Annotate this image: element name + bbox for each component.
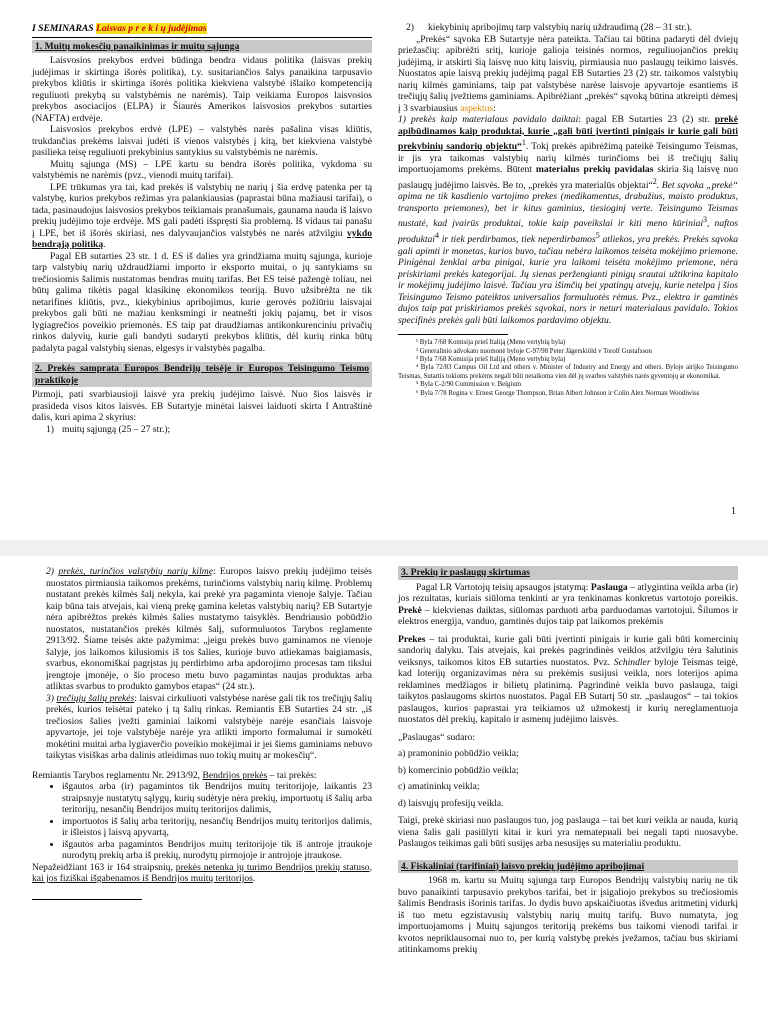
list-item: • išgautos arba pagamintos Bendrijos muitų teritorijoje tik iš antroje įtraukoje nurodytų prekių arba iš prekių, nurodytų pirmojoje ir antrojoje įtraukose. (62, 839, 372, 862)
paragraph-fiscal-restrictions: 1968 m. kartu su Muitų sąjunga tarp Europos Bendrijų valstybių narių ne tik buvo panaikinti tarpusavio prekybos tarifai, bet ir įsigaliojo prekybos su trečiosiomis šalimis Bendrasis išorinis tarifas. Jo dydis buvo apskaičiuotas išvedus aritmetinį vidurkį iš tuo metu egzistavusių valstybių narių muitų tarifų. Buvo numatyta, jog importuojamoms į Muitų sąjungos teritoriją prekėms bus taikomi vienodi tarifai ir kvotos nepriklausomai nuo to, per kurią valstybę prekės įvežamos, tačiau bus skiriami atitinkamoms prekių (398, 875, 738, 955)
goods-products-rest: byloje Teismas teigė, kad loterijų organizavimas nėra su prekėmis susijusi veikla, nors loterijos apima reklamines medžiagos ir bilietų platinimą. Pagrindinė veikla buvo paslauga, taigi taikytos paslaugoms skirtos nuostatos. Pagal EB Sutartį 50 str. „paslaugos“ – tai tokios paslaugos, kurios paprastai yra teikiamos už užmokestį ir kurių nereglamentuoja nuostatos dėl prekių, kapitalo ir asmenų judėjimo laisvės. (398, 656, 738, 725)
list-item: • importuotos iš šalių arba teritorijų, nesančių Bendrijos muitų teritorijos dalimis, ir išleistos į laisvą apyvartą, (62, 816, 372, 839)
footnote: ⁵ Byla C-2/90 Commission v. Belgium (416, 381, 522, 389)
section-3-header: 3. Prekių ir paslaugų skirtumas (398, 566, 738, 580)
material-goods-rest-2: skiria šią laisvę nuo paslaugų judėjimo laisvės. Be to, „prekės yra materialūs objektai“ (398, 164, 739, 191)
status-loss-text: Nepažeidžiant 163 ir 164 straipsnių, (32, 861, 176, 873)
list-item: d) laisvųjų profesijų veikla. (398, 797, 504, 809)
page-gap (0, 540, 768, 556)
list-item-number: 1) (398, 114, 411, 125)
regulation-rest: – tai prekės: (267, 769, 317, 781)
paragraph-lpe-drawback: LPE trūkumas yra tai, kad prekės iš valstybių ne narių į šia erdvę patenka per tą valstybę, kurios prekybos režimas yra palankiausias (paprastai būna mažiausi tarifai), o tada, pasinaudojus laisvosios prekybos teikiamais pranašumais, gaunama nauda iš laisvo prekių judėjimo toje erdvėje. MS gali padėti išspręsti šia problemą. Iš vidaus tai panašu į LPE, bet iš išorės skiriasi, nes dalyvaujančios valstybės ne narės atžvilgiu vykdo bendrąją politiką. (32, 181, 372, 250)
paragraph-services-consist: „Paslaugas“ sudaro: (398, 731, 475, 743)
section-2-header: 2. Prekės samprata Europos Bendrijų teisėje ir Europos Teisingumo Teismo praktikoje (32, 362, 372, 387)
material-goods-rest: Tokį prekės apibrėžimą pateikė Teisingumo Teismas, ir jis yra taikomas valstybių narių kilmės turinčioms bei iš trečiųjų šalių importuojamoms prekėms. Būtent (398, 141, 739, 176)
seminar-title-text: I SEMINARAS (32, 23, 96, 34)
list-item: c) amatininkų veikla; (398, 781, 480, 792)
footnote: ³ Byla 7/68 Komisija prieš Italiją (Meno vertybių byla) (416, 356, 566, 364)
paragraph-freedom-of-goods: Pirmoji, pati svarbiausioji laisvė yra prekių judėjimo laisvė. Nuo šios laisvės ir prasideda visos kitos laisvės. EB Sutartyje minėtai laisvei laiduoti skirta I Antraštinė dalis, kuri apima 2 skyrius: (32, 389, 372, 423)
page-2 (0, 556, 768, 1024)
paragraph-ms-definition: Muitų sąjunga (MS) – LPE kartu su bendra išorės politika, vykdoma su valstybėmis ne narėmis (pvz., vienodi muitų tarifai). (32, 158, 372, 181)
list-item-customs-union (32, 424, 372, 436)
community-goods-term: Bendrijos prekės (202, 769, 268, 781)
section-4-header: 4. Fiskaliniai (tarifiniai) laisvo prekių judėjimo apribojimai (398, 860, 738, 874)
material-goods-text: : pagal EB Sutarties 23 (2) str. (578, 114, 715, 125)
list-item-number: 2) (46, 566, 59, 577)
page-number: 1 (731, 506, 736, 517)
footnote: ⁶ Byla 7/78 Regina v. Ernest George Thompson, Brian Albert Johnson ir Colin Alex Norman Woodiwiss (416, 389, 700, 397)
regulation-text: Remiantis Tarybos reglamentu Nr. 2913/92, (32, 769, 203, 781)
material-goods-rest-4: , naftos produktai (398, 218, 738, 246)
paragraph-goods-concept: „Prekės“ sąvoka EB Sutartyje nėra pateikta. Tačiau tai būtina padaryti dėl dviejų priežasčių: apibrėžti sritį, kurioje galioja teisinės normos, reguliuojančios prekių judėjimą, ir atskirti šią laisvę nuo kitų laisvių, pirmiausia nuo paslaugų teikimo laisvės. Nuostatos apie laisvą prekių judėjimą pagal EB Sutarties 23 (2) str. taikomos valstybių narių kilmės gaminiams, taip pat valstybėse narėse laisvoje apyvartoje esantiems iš trečiųjų šalių įvežtiems gaminiams. Apibrėžiant „prekės“ sąvoką būtina atkreipti dėmesį į 3 svarbiausius aspektus: (398, 33, 738, 114)
seminar-title (32, 22, 372, 38)
paragraph-service-definition (398, 582, 738, 628)
list-item-quantitative-restrictions (406, 22, 738, 34)
aspects-highlight: aspektus (460, 102, 494, 114)
paragraph-ec-treaty-23: Pagal EB sutarties 23 str. 1 d. ES iš dalies yra grindžiama muitų sąjunga, kurioje tarp valstybių narių uždraudžiami importo ir eksporto muitai, o jų santykiams su trečiosiomis šalimis nustatomas bendras muitų tarifas. Bet ES teisė pažengė toliau, nei būtų galima tikėtis pagal klasikinę ekonomikos teoriją. Buvo užsibrėžta ne tik netarifines kliūtis, pvz., kiekybinius apribojimus, kurie gerovės požiūriu laisvajai prekybos gali būti ne mažiau kenksmingi ir neatneští jokių pajamų, bet ir visos lygiagrečios poveikio priemonės. ES taip pat draudžiamas antikonkurenciniu privačių rinkos dalyvių, kurie gali bandyti sudaryti prekybos kliūtis, dėl kurių rinka būtų padalyta pagal valstybių sienas, elgesys ir valstybės pagalba. (32, 250, 372, 354)
paragraph-lpe-drawback-text: LPE trūkumas yra tai, kad prekės iš valstybių ne narių į šia erdvę patenka per tą valstybę, kurios prekybos režimas yra palankiausias (paprastai būna mažiausi tarifai), o tada, pasinaudojus laisvosios prekybos teikiamais pranašumais, gaunama nauda iš laisvo prekių judėjimo toje erdvėje. MS gali padėti išspręsti šia problemą. Iš vidaus tai panašu į LPE, bet iš išorės skiriasi, nes dalyvaujančios valstybės ne narės atžvilgiu (32, 181, 372, 239)
paragraph-third-country (32, 693, 372, 762)
member-origin-label: prekės, turinčios valstybių narių kilmę (58, 566, 213, 577)
paragraph-regulation (32, 770, 372, 782)
goods-definition-emphasis: prekė apibūdinamos kaip produktai, kurie „gali būti įvertinti pinigais ir kurie gali būti prekybinių sandorių objektu“ (398, 114, 739, 153)
paragraph-material-goods: 1) prekės kaip materialaus pavidalo daiktai: pagal EB Sutarties 23 (2) str. prekė apibūdinamos kaip produktai, kurie „gali būti įvertinti pinigais ir kurie gali būti prekybinių sandorių objektu“$^1$. Tokį prekės apibrėžimą pateikė Teisingumo Teismas, ir jis yra taikomas valstybių narių kilmės turinčioms bei iš trečiųjų šalių importuojamoms prekėms. Būtent materialus prekių pavidalas skiria šią laisvę nuo paslaugų judėjimo laisvės. Be to, „prekės yra materialūs objektai“$^2$. Bet sąvoka „prekė“ apima ne tik kasdienio vartojimo prekes (medikamentus, drabužius, maisto produktus, transporto priemones), bet ir kitus gaminius, tiesioginį verte. Teisingumo Teismas nustatė, kad įvairūs produktai, tokie kaip paveikslai ir kiti meno kūriniai$^3$, naftos produktai$^4$ ir tiek perdirbamos, tiek neperdirbamos$^5$ atliekos, yra prekės. Prekės sąvoka gali apimti ir monetas, kurios buvo, tačiau nebėra laikomos teisėta mokėjimo priemone. Pinigėnai ženklai arba pinigai, kurie yra laikomi teisėta mokėjimo priemone, nėra priskiriami prekės kategorijai. Jų sienas peržengianti pinigų srautai užtikrina kapitalo ir mokėjimų judėjimo laisvė. Tačiau yra išimčių bei ypatingų atvejų, kurie netelpa į šios Teisingumo Teismo pateiktos universalios formuluotės rėmus. Pvz., elektra ir gamtinės dujos taip pat priskiriamos prekės sąvokai, nors ir neturi materialaus pavidalo. Tokios specifinės prekės gali būti laikomos pardavimo objektu. (398, 114, 739, 326)
paragraph-lpe-definition: Laisvosios prekybos erdvė (LPE) – valstybės narės pašalina visas kliūtis, trukdančias prekėms laisvai judėti iš vienos valstybės į kitą, bet kiekviena valstybė pasilieka teisę reguliuoti prekybinius santykius su valstybėmis ne narėmis. (32, 124, 372, 158)
footnote-separator (398, 334, 508, 335)
section-1-number: 1. (35, 40, 45, 52)
material-goods-label: prekės kaip materialaus pavidalo daiktai (411, 114, 579, 125)
page1-left-column (32, 22, 372, 435)
schindler-case: Schindler (613, 656, 651, 668)
paragraph-member-origin (32, 566, 372, 693)
paragraph-goods-concept-text: „Prekės“ sąvoka EB Sutartyje nėra pateikta. Tačiau tai būtina padaryti dėl dviejų priežasčių: apibrėžti sritį, kurioje galioja teisinės normos, reguliuojančios prekių judėjimą, ir atskirti šią laisvę nuo kitų laisvių, pirmiausia nuo paslaugų teikimo laisvės. Nuostatos apie laisvą prekių judėjimą pagal EB Sutarties 23 (2) str. taikomos valstybių narių kilmės gaminiams, taip pat valstybėse narėse laisvoje apyvartoje esantiems iš trečiųjų šalių įvežtiems gaminiams. Apibrėžiant „prekės“ sąvoką būtina atkreipti dėmesį į 3 svarbiausius (398, 33, 738, 114)
service-text-b: – atlygintina veikla arba (ir) jos rezultatas, kuriais siūloma tenkinti ar yra tenkinamas konkretus vartotojo poreikis. (398, 581, 738, 604)
section-1-header (32, 40, 372, 54)
footnote: ¹ Byla 7/68 Komisija prieš Italiją (Meno vertybių byla) (416, 339, 566, 347)
goods-term: Prekė (398, 604, 422, 616)
material-goods-rest-7: . Pinigėnai ženklai arba pinigai, kurie yra laikomi teisėta mokėjimo priemone, nėra priskiriami prekės kategorijai. Jų sienas peržengianti pinigų srautai užtikrina kapitalo ir mokėjimų judėjimo laisvė. Tačiau yra išimčių bei ypatingų atvejų, kurie netelpa į šios Teisingumo Teismo pateiktos universalios formuluotės rėmus. Pvz., elektra ir gamtinės dujos taip pat priskiriamos prekės sąvokai, nors ir neturi materialaus pavidalo. Tokios specifinės prekės gali būti laikomos pardavimo objektu. (398, 245, 738, 326)
material-goods-rest-3: . Bet sąvoka „prekė“ apima ne tik kasdienio vartojimo prekes (medikamentus, drabužius, maisto produktus, transporto priemones), bet ir kitus gaminius, tiesioginį verte. Teisingumo Teismas nustatė, kad įvairūs produktai, tokie kaip paveikslai ir kiti meno kūriniai (398, 179, 739, 230)
list-item-text: kiekybinių apribojimų tarp valstybių narių uždraudimą (28 – 31 str.). (428, 22, 693, 33)
page1-right-column (398, 22, 738, 398)
goods-products-text: – tai produktai, kurie gali būti įvertinti pinigais ir kurie gali būti komercinių sandorių dalyku. Tais atvejais, kai prekės pagrindinės veiklos atžvilgiu tėra šalutinis veiksnys, taikomos kitos EB sutarties nuostatos. Pvz. (398, 633, 738, 668)
paragraph-lpe-intro: Laisvosios prekybos erdvei būdinga bendra vidaus politika (laisvas prekių judėjimas ir skirtinga išorės politika), t.y. susitariančios šalys panaikina tarpusavio prekybos kliūtis ir skirtinga išorės politika kiekviena valstybė išlaiko kompetenciją reguliuoti prekybą su valstybėmis ne narėmis). Taip veikiama Europos laisvosios prekybos asociacijos (ELPA) ir Šiaurės Amerikos laisvosios prekybos sutarties (NAFTA) erdvėje. (32, 55, 372, 124)
list-item-number: 1) (46, 423, 54, 435)
seminar-title-highlight: Laisvas p r e k i ų judėjimas (96, 23, 207, 34)
list-item-number: 2) (406, 22, 414, 33)
footnote: ⁴ Byla 72/83 Campus Oil Ltd and others v. Minister of Industry and Energy and others. Byloje airijko Teisingumo Teismas, Sutartis tokioms prekėms negali būti netaikoma vien dėl jų svarbos valstybės narės gyventojų ar ekonomikai. (398, 364, 738, 380)
list-item: a) pramoninio pobūdžio veikla; (398, 748, 519, 759)
page2-left-column (32, 566, 372, 904)
common-policy-emphasis: vykdo bendrąją politiką (32, 227, 372, 250)
third-country-label: trečiųjų šalių prekės (56, 692, 135, 704)
third-country-text: : laisvai cirkuliuoti valstybėse narėse gali tik tos trečiųjų šalių prekės, kurios teisėtai pateko į tą šalių rinkas. Remiantis EB Sutarties 24 str. „iš trečiosios šalies įvežti gaminiai laikomi valstybėje narėje esančiais laisvoje apyvartoje, jei toje valstybėje narėje yra atlikti importo formalumai ir sumokėti mokėtini muitai arba lygiaverčio poveikio mokėjimai ir jei šiems gaminiams nebuvo taikytas visiškas arba dalinis atleidimas nuo tokių muitų ar mokesčių“. (46, 692, 372, 761)
material-goods-rest-6: atliekos, yra prekės. Prekės sąvoka gali apimti ir monetas, kurios buvo, tačiau nebėra laikomos teisėta mokėjimo priemone (398, 234, 738, 257)
footnote-separator (32, 899, 142, 900)
member-origin-text: : Europos laisvo prekių judėjimo teisės nuostatos pirmiausia taikomos prekėms, turinčioms valstybių narių kilmę. Problemų nustatant prekės kilmės šalį nekyla, kai prekė yra pagaminta vienoje šalyje. Tačiau kaip būna tais atvejais, kai vieną prekę gamina keletas valstybių narių? EB Sutartyje nėra apibrėžtos prekės kilmės šalies nustatymo taisyklės. Bendriausio pobūdžio nuostatos, nustatančios prekės kilmės šalį, suformuluotos Tarybos reglamente 2913/92. Šiame teisės akte pažymima: „jeigu prekės buvo gaminamos ne vienoje šalyje, jos laikomos kilusiomis iš tos šalies, kurioje buvo atliekamas baigiamasis, svarbus, ekonomiškai pagrįstas jų perdirbimo arba apdorojimo procesas tam tikslui įrengtoje įmonėje, o šio proceso metu buvo pagamintas naujas produktas arba atliktas svarbus to produkto gamybos etapas“ (24 str.). (46, 566, 372, 692)
paragraph-status-loss: Nepažeidžiant 163 ir 164 straipsnių, prekės netenka jų turimo Bendrijos prekių statuso, kai jos fiziškai išgabenamos iš Bendrijos muitų teritorijos. (32, 861, 372, 884)
list-item: • išgautos arba (ir) pagamintos tik Bendrijos muitų teritorijoje, laikantis 23 straipsnyje nustatytų sąlygų, kurių sudėtyje nėra prekių, importuotų iš šalių arba teritorijų, nesančių Bendrijos muitų teritorijos dalimis, (62, 781, 372, 816)
footnote: ² Generalinio advokato nuomonė byloje C-97/98 Peter Jägerskiöld v Torolf Gustafsson (416, 347, 652, 355)
page2-right-column (398, 566, 738, 956)
material-form-emphasis: materialus prekių pavidalas (535, 164, 654, 176)
goods-plural-term: Prekes (398, 633, 426, 645)
paragraph-goods-vs-services: Taigi, prekė skiriasi nuo paslaugos tuo, jog paslauga – tai bet kuri veikla ar nauda, kurią viena šalis gali pasiūlyti kitai ir kuri yra nematериali bei negali tapti nuosavybe. Paslaugos teikimas gali būti susijęs arba nesusijęs su materialiu produktu. (398, 815, 738, 849)
list-item-text: muitų sąjungą (25 – 27 str.); (62, 423, 171, 435)
list-item: b) komercinio pobūdžio veikla; (398, 764, 519, 776)
community-goods-list (32, 781, 372, 862)
service-term: Paslauga (590, 581, 628, 593)
material-goods-rest-5: ir tiek perdirbamos, tiek neperdirbamos (438, 234, 596, 246)
service-text-a: Pagal LR Vartotojų teisių apsaugos įstatymą: (416, 581, 591, 593)
paragraph-goods-products (398, 634, 738, 726)
status-loss-emphasis: prekės netenka jų turimo Bendrijos prekių statuso, kai jos fiziškai išgabenamos iš Bendrijos muitų teritorijos (32, 861, 372, 884)
list-item-number: 3) (46, 692, 57, 704)
service-text-c: – kiekvienas daiktas, siūlomas parduoti arba parduodamas vartotojui. Šilumos ir elektros energija, vanduo, gamtinės dujos taip pat laikomos prekėmis (398, 604, 738, 627)
section-1-title: Muitų mokesčių panaikinimas ir muitų sąjunga (44, 40, 240, 52)
